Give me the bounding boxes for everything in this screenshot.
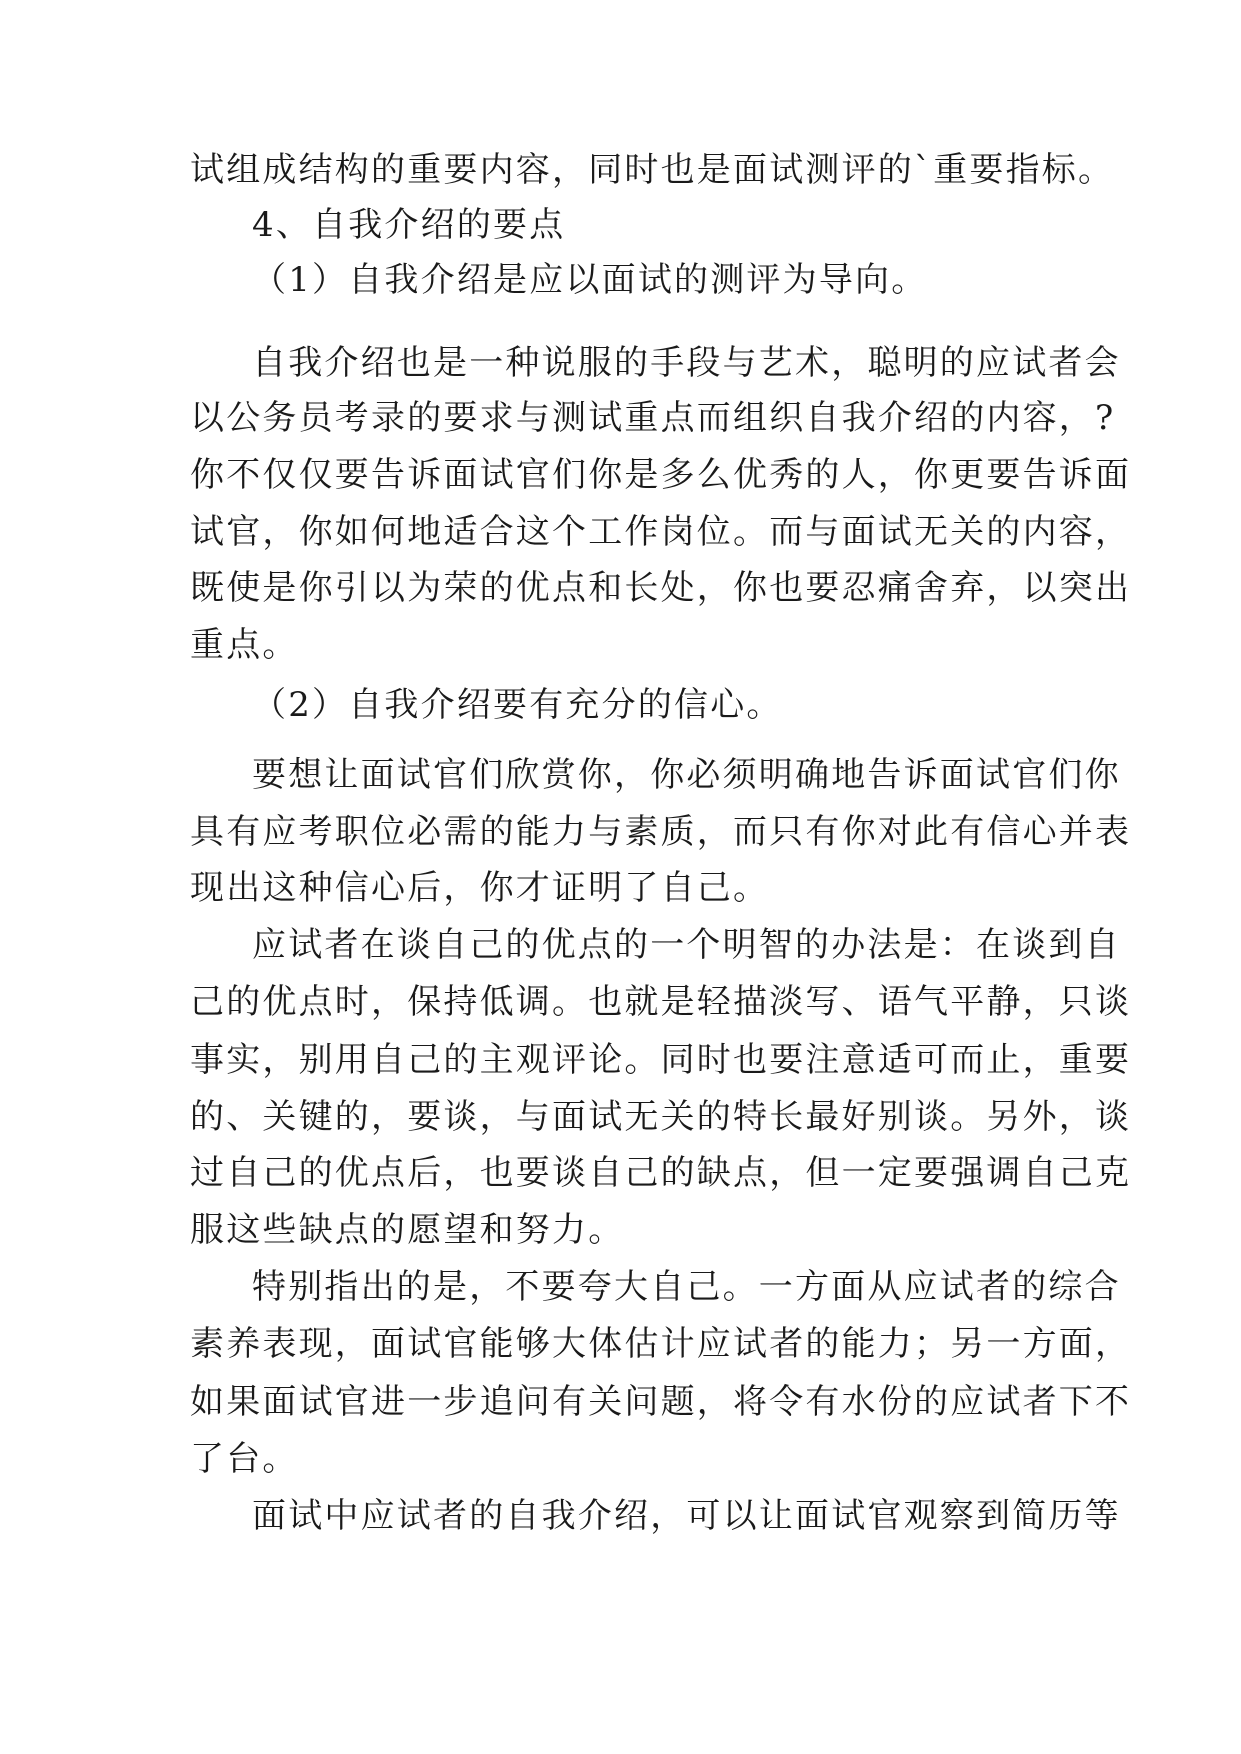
text-line: 了台。: [190, 1439, 299, 1479]
text-line: 试官，你如何地适合这个工作岗位。而与面试无关的内容，: [190, 512, 1132, 552]
text-line: 自我介绍也是一种说服的手段与艺术，聪明的应试者会: [252, 343, 1121, 383]
text-line: 你不仅仅要告诉面试官们你是多么优秀的人，你更要告诉面: [190, 455, 1132, 495]
text-line: 素养表现，面试官能够大体估计应试者的能力；另一方面，: [190, 1324, 1132, 1364]
subsection-heading: （2）自我介绍要有充分的信心。: [252, 685, 783, 725]
text-line: 现出这种信心后，你才证明了自己。: [190, 868, 770, 908]
text-line: 事实，别用自己的主观评论。同时也要注意适可而止，重要: [190, 1040, 1132, 1080]
text-line: 过自己的优点后，也要谈自己的缺点，但一定要强调自己克: [190, 1153, 1132, 1193]
text-line: 特别指出的是，不要夸大自己。一方面从应试者的综合: [252, 1267, 1121, 1307]
text-line: 既使是你引以为荣的优点和长处，你也要忍痛舍弃，以突出: [190, 568, 1132, 608]
text-line: 的、关键的，要谈，与面试无关的特长最好别谈。另外，谈: [190, 1097, 1132, 1137]
subsection-heading: （1）自我介绍是应以面试的测评为导向。: [252, 260, 928, 300]
text-line: 重点。: [190, 625, 299, 665]
text-line: 面试中应试者的自我介绍，可以让面试官观察到简历等: [252, 1496, 1121, 1536]
text-line: 如果面试官进一步追问有关问题，将令有水份的应试者下不: [190, 1382, 1132, 1422]
text-line: 试组成结构的重要内容，同时也是面试测评的`重要指标。: [190, 150, 1115, 190]
text-line: 要想让面试官们欣赏你，你必须明确地告诉面试官们你: [252, 755, 1121, 795]
text-line: 以公务员考录的要求与测试重点而组织自我介绍的内容，?: [190, 398, 1116, 438]
section-heading: 4、自我介绍的要点: [252, 205, 566, 245]
text-line: 己的优点时，保持低调。也就是轻描淡写、语气平静，只谈: [190, 982, 1132, 1022]
text-line: 具有应考职位必需的能力与素质，而只有你对此有信心并表: [190, 812, 1132, 852]
text-line: 应试者在谈自己的优点的一个明智的办法是：在谈到自: [252, 925, 1121, 965]
text-line: 服这些缺点的愿望和努力。: [190, 1210, 625, 1250]
